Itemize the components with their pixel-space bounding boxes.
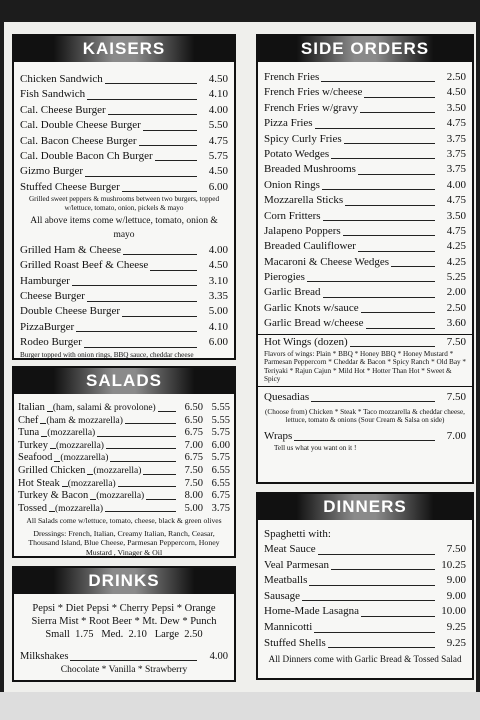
- leader-line: [87, 301, 197, 302]
- menu-item: [264, 542, 466, 558]
- item-name: Cheese Burger: [20, 290, 85, 303]
- drinks-sizes: Small 1.75 Med. 2.10 Large 2.50: [45, 629, 203, 640]
- item-price: 2.50: [446, 301, 466, 314]
- leader-line: [314, 632, 435, 633]
- menu-item: [20, 134, 228, 149]
- kaisers-toppings-note: All above items come w/lettuce, tomato, onion & mayo: [30, 215, 218, 240]
- menu-item: [264, 301, 466, 316]
- leader-line: [309, 585, 435, 586]
- item-price: 4.10: [208, 320, 228, 333]
- item-price: 10.00: [441, 605, 466, 618]
- stuffed-burger-note: Grilled sweet peppers & mushrooms between two burgers, topped w/lettuce, tomato, onion, pickels & mayo: [28, 195, 220, 212]
- leader-line: [343, 235, 435, 236]
- item-price: 4.00: [208, 243, 228, 256]
- leader-line: [70, 660, 197, 661]
- leader-line: [328, 647, 435, 648]
- salad-price-small: 7.50: [184, 464, 203, 476]
- milkshakes-label: Milkshakes: [20, 650, 69, 662]
- salad-name: Grilled Chicken: [18, 464, 86, 476]
- leader-line: [143, 130, 197, 131]
- salad-name: Turkey & Bacon: [18, 490, 89, 502]
- item-price: 5.25: [446, 271, 466, 284]
- salad-item: [18, 478, 230, 491]
- leader-line: [139, 145, 198, 146]
- leader-line: [76, 331, 197, 332]
- wraps-note: Tell us what you want on it !: [274, 444, 357, 453]
- item-price: 4.50: [208, 165, 228, 178]
- leader-line: [315, 128, 435, 129]
- item-name: Garlic Knots w/sauce: [264, 301, 359, 314]
- kaisers-list: [20, 72, 228, 359]
- salad-name: Italian: [18, 402, 45, 413]
- item-name: Garlic Bread: [264, 286, 321, 299]
- menu-item: [20, 320, 228, 335]
- kaisers-section: [12, 34, 236, 360]
- menu-item: [20, 180, 228, 195]
- drinks-line-2: Sierra Mist * Root Beer * Mt. Dew * Punch: [31, 616, 217, 627]
- salad-name: Seafood: [18, 452, 53, 464]
- item-price: 4.25: [446, 240, 466, 253]
- leader-line: [84, 347, 197, 348]
- item-price: 5.75: [208, 149, 228, 162]
- leader-line: [146, 499, 176, 500]
- salad-price-large: 6.75: [211, 490, 230, 502]
- item-price: 3.50: [446, 101, 466, 114]
- dinners-note: All Dinners come with Garlic Bread & Tossed Salad: [268, 654, 462, 665]
- menu-item: [20, 149, 228, 164]
- item-name: Meat Sauce: [264, 543, 316, 555]
- item-price: 3.50: [446, 209, 466, 222]
- item-name: French Fries: [264, 70, 320, 83]
- item-name: Cal. Bacon Cheese Burger: [20, 134, 137, 147]
- item-name: Pizza Fries: [264, 117, 313, 130]
- item-price: 6.00: [208, 180, 228, 193]
- salad-item: [18, 465, 230, 478]
- item-price: 2.50: [446, 70, 466, 83]
- leader-line: [322, 189, 435, 190]
- item-name: Chicken Sandwich: [20, 72, 103, 85]
- salad-price-small: 6.75: [184, 452, 203, 464]
- salad-price-small: 7.50: [184, 477, 203, 489]
- side-orders-list: [264, 70, 466, 453]
- item-name: Breaded Cauliflower: [264, 240, 356, 253]
- item-name: Corn Fritters: [264, 209, 321, 222]
- salad-price-small: 6.50: [184, 414, 203, 426]
- item-price: 9.00: [446, 574, 466, 587]
- menu-item: [264, 390, 466, 405]
- wing-flavors: Flavors of wings: Plain * BBQ * Honey BBQ * Honey Mustard * Parmesan Peppercorn * Cheddar & Bacon * Spicy Ranch * Old Bay * Teriyaki * Rajun Cajun * Mild Hot * Hotter Than Hot * Sweet & Spicy: [264, 350, 467, 384]
- item-price: 4.50: [446, 86, 466, 99]
- salad-price-small: 8.00: [184, 490, 203, 502]
- salad-price-large: 5.75: [211, 427, 230, 439]
- item-price: 7.00: [446, 429, 466, 442]
- salad-price-large: 6.55: [211, 464, 230, 476]
- item-price: 9.00: [446, 589, 466, 602]
- menu-item: [264, 162, 466, 177]
- drinks-line-1: Pepsi * Diet Pepsi * Cherry Pepsi * Orange: [32, 603, 216, 614]
- menu-item: [264, 101, 466, 116]
- salad-price-small: 6.75: [184, 427, 203, 439]
- menu-item: [264, 429, 466, 444]
- dinners-list: [264, 526, 466, 666]
- item-price: 10.25: [441, 558, 466, 571]
- leader-line: [361, 312, 435, 313]
- leader-line: [72, 285, 197, 286]
- leader-line: [364, 97, 435, 98]
- salad-item: [18, 490, 230, 503]
- leader-line: [125, 423, 176, 424]
- leader-line: [307, 281, 435, 282]
- salads-section: [12, 366, 236, 558]
- salad-price-small: 5.00: [184, 502, 203, 514]
- dressings-list: Dressings: French, Italian, Creamy Italian, Ranch, Ceasar, Thousand Island, Blue Cheese, Parmesan Peppercorn, Honey Mustard , Vinager & Oil: [28, 528, 220, 557]
- leader-line: [122, 191, 197, 192]
- item-price: 3.60: [446, 317, 466, 330]
- leader-line: [294, 440, 435, 441]
- leader-line: [344, 143, 435, 144]
- menu-item: [264, 224, 466, 239]
- side-orders-title: SIDE ORDERS: [258, 36, 472, 62]
- salad-item: [18, 415, 230, 428]
- item-name: Potato Wedges: [264, 147, 330, 160]
- salad-detail: (mozzarella): [60, 453, 109, 464]
- menu-item: [264, 636, 466, 652]
- item-price: 2.00: [446, 286, 466, 299]
- menu-item: [20, 118, 228, 133]
- leader-line: [331, 569, 435, 570]
- salad-detail: (mozzarella): [55, 440, 104, 451]
- menu-item: [264, 147, 466, 162]
- salad-name: Turkey: [18, 439, 48, 451]
- salad-price-large: 5.55: [211, 402, 230, 413]
- salad-price-small: 7.00: [184, 439, 203, 451]
- leader-line: [358, 174, 435, 175]
- leader-line: [105, 83, 197, 84]
- item-price: 4.00: [208, 103, 228, 116]
- salad-price-large: 5.75: [211, 452, 230, 464]
- item-price: 7.50: [446, 390, 466, 403]
- salad-detail: (mozzarella): [93, 465, 142, 476]
- item-name: Cal. Double Bacon Ch Burger: [20, 149, 153, 162]
- item-name: Wraps: [264, 429, 293, 442]
- dinners-intro: Spaghetti with:: [264, 528, 331, 540]
- salad-name: Hot Steak: [18, 477, 60, 489]
- item-price: 4.75: [446, 117, 466, 130]
- item-price: 4.25: [446, 255, 466, 268]
- salads-note: All Salads come w/lettuce, tomato, cheese, black & green olives: [26, 516, 222, 526]
- item-name: Gizmo Burger: [20, 165, 84, 178]
- item-name: Macaroni & Cheese Wedges: [264, 255, 390, 268]
- salads-list: [18, 402, 230, 558]
- item-name: Home-Made Lasagna: [264, 605, 359, 618]
- item-name: Hamburger: [20, 274, 70, 287]
- salad-detail: (mozzarella): [96, 491, 145, 502]
- item-price: 5.50: [208, 119, 228, 132]
- item-name: Stuffed Shells: [264, 636, 326, 649]
- leader-line: [87, 99, 197, 100]
- item-name: Quesadias: [264, 390, 310, 403]
- item-name: Breaded Mushrooms: [264, 163, 356, 176]
- leader-line: [302, 600, 435, 601]
- menu-item: [264, 316, 466, 331]
- menu-item: [264, 335, 466, 350]
- salad-name: Chef: [18, 414, 39, 426]
- menu-item: [264, 558, 466, 574]
- salad-name: Tossed: [18, 502, 48, 514]
- item-price: 5.00: [208, 305, 228, 318]
- salad-item: [18, 440, 230, 453]
- item-price: 4.50: [208, 259, 228, 272]
- menu-item: [20, 243, 228, 258]
- item-price: 3.75: [446, 163, 466, 176]
- drinks-list: [20, 602, 228, 677]
- item-name: Onion Rings: [264, 178, 320, 191]
- leader-line: [345, 205, 435, 206]
- salad-item: [18, 427, 230, 440]
- drinks-section: [12, 566, 236, 682]
- salad-detail: (mozzarella): [47, 428, 96, 439]
- item-name: French Fries w/cheese: [264, 86, 363, 99]
- menu-item: [264, 589, 466, 605]
- salad-price-large: 6.55: [211, 477, 230, 489]
- item-price: 3.10: [208, 274, 228, 287]
- item-name: Grilled Ham & Cheese: [20, 243, 122, 256]
- leader-line: [391, 266, 435, 267]
- menu-item: [264, 116, 466, 131]
- menu-item: [20, 72, 228, 87]
- item-name: Spicy Curly Fries: [264, 132, 342, 145]
- item-price: 4.10: [208, 88, 228, 101]
- menu-item: [264, 620, 466, 636]
- leader-line: [361, 616, 435, 617]
- item-price: 7.50: [446, 543, 466, 555]
- hot-wings-block: [258, 334, 472, 387]
- item-name: Mozzarella Sticks: [264, 194, 344, 207]
- menu-item: [264, 209, 466, 224]
- item-name: French Fries w/gravy: [264, 101, 359, 114]
- leader-line: [323, 297, 436, 298]
- salad-item: [18, 503, 230, 516]
- item-name: Cal. Cheese Burger: [20, 103, 106, 116]
- salads-title: SALADS: [14, 368, 234, 394]
- menu-item: [20, 164, 228, 179]
- menu-item: [264, 85, 466, 100]
- menu-item: [20, 87, 228, 102]
- salad-detail: (ham, salami & provolone): [52, 403, 156, 413]
- leader-line: [122, 316, 197, 317]
- salad-price-large: 3.75: [211, 502, 230, 514]
- menu-item: [20, 289, 228, 304]
- item-name: Cal. Double Cheese Burger: [20, 119, 141, 132]
- leader-line: [358, 251, 435, 252]
- salad-detail: (ham & mozzarella): [46, 415, 123, 426]
- item-price: 3.75: [446, 147, 466, 160]
- leader-line: [106, 448, 176, 449]
- milkshakes-row: [20, 649, 228, 664]
- item-name: Veal Parmesan: [264, 558, 330, 571]
- side-orders-section: [256, 34, 474, 484]
- leader-line: [331, 158, 435, 159]
- item-name: Rodeo Burger: [20, 336, 82, 349]
- item-price: 4.75: [208, 134, 228, 147]
- item-price: 4.00: [446, 178, 466, 191]
- leader-line: [318, 554, 435, 555]
- leader-line: [158, 411, 176, 412]
- item-name: Jalapeno Poppers: [264, 224, 341, 237]
- leader-line: [110, 461, 176, 462]
- item-name: Grilled Roast Beef & Cheese: [20, 259, 149, 272]
- leader-line: [85, 176, 197, 177]
- leader-line: [123, 254, 197, 255]
- dinners-title: DINNERS: [258, 494, 472, 520]
- menu-item: [264, 239, 466, 254]
- leader-line: [150, 270, 197, 271]
- milkshake-flavors: Chocolate * Vanilla * Strawberry: [60, 665, 188, 676]
- menu-item: [264, 132, 466, 147]
- menu-item: [264, 70, 466, 85]
- item-name: Pierogies: [264, 271, 305, 284]
- item-price: 4.75: [446, 224, 466, 237]
- menu-item: [264, 193, 466, 208]
- menu-item: [20, 335, 228, 350]
- menu-item: [20, 274, 228, 289]
- salad-price-large: 6.00: [211, 439, 230, 451]
- item-name: PizzaBurger: [20, 320, 75, 333]
- item-price: 4.75: [446, 194, 466, 207]
- salad-detail: (mozzarella): [55, 503, 104, 514]
- item-name: Double Cheese Burger: [20, 305, 120, 318]
- item-price: 9.25: [446, 620, 466, 633]
- menu-item: [264, 604, 466, 620]
- leader-line: [360, 112, 435, 113]
- item-name: Hot Wings (dozen): [264, 335, 348, 348]
- menu-item: [264, 178, 466, 193]
- item-price: 7.50: [446, 335, 466, 348]
- page-bottom-edge: [0, 692, 480, 720]
- dinners-section: [256, 492, 474, 680]
- menu-item: [20, 258, 228, 273]
- leader-line: [350, 346, 435, 347]
- item-name: Sausage: [264, 589, 301, 602]
- quesadias-note: (Choose from) Chicken * Steak * Taco mozzarella & cheddar cheese, lettuce, tomato & onions (Sour Cream & Salsa on side): [265, 408, 465, 425]
- menu-item: [264, 285, 466, 300]
- menu-item: [264, 573, 466, 589]
- drinks-title: DRINKS: [14, 568, 234, 594]
- leader-line: [366, 328, 435, 329]
- item-name: Meatballs: [264, 574, 308, 587]
- milkshakes-price: 4.00: [209, 650, 228, 662]
- item-name: Stuffed Cheese Burger: [20, 180, 120, 193]
- leader-line: [118, 486, 176, 487]
- salad-item: [18, 402, 230, 415]
- salad-item: [18, 452, 230, 465]
- leader-line: [105, 511, 176, 512]
- leader-line: [155, 160, 197, 161]
- item-name: Fish Sandwich: [20, 88, 86, 101]
- salad-name: Tuna: [18, 427, 40, 439]
- item-price: 9.25: [446, 636, 466, 649]
- item-name: Garlic Bread w/cheese: [264, 317, 364, 330]
- kaisers-title: KAISERS: [14, 36, 234, 62]
- menu-item: [20, 103, 228, 118]
- salad-price-small: 6.50: [184, 402, 203, 413]
- leader-line: [108, 114, 197, 115]
- leader-line: [143, 474, 176, 475]
- item-name: Mannicotti: [264, 620, 313, 633]
- leader-line: [323, 220, 435, 221]
- item-price: 6.00: [208, 336, 228, 349]
- salad-detail: (mozzarella): [67, 478, 116, 489]
- menu-item: [20, 305, 228, 320]
- item-price: 3.35: [208, 290, 228, 303]
- leader-line: [97, 436, 176, 437]
- item-price: 4.50: [208, 72, 228, 85]
- leader-line: [321, 81, 435, 82]
- salad-price-large: 5.55: [211, 414, 230, 426]
- leader-line: [311, 401, 435, 402]
- item-price: 3.75: [446, 132, 466, 145]
- rodeo-burger-note: Burger topped with onion rings, BBQ sauce, cheddar cheese: [20, 350, 194, 359]
- menu-item: [264, 255, 466, 270]
- menu-item: [264, 270, 466, 285]
